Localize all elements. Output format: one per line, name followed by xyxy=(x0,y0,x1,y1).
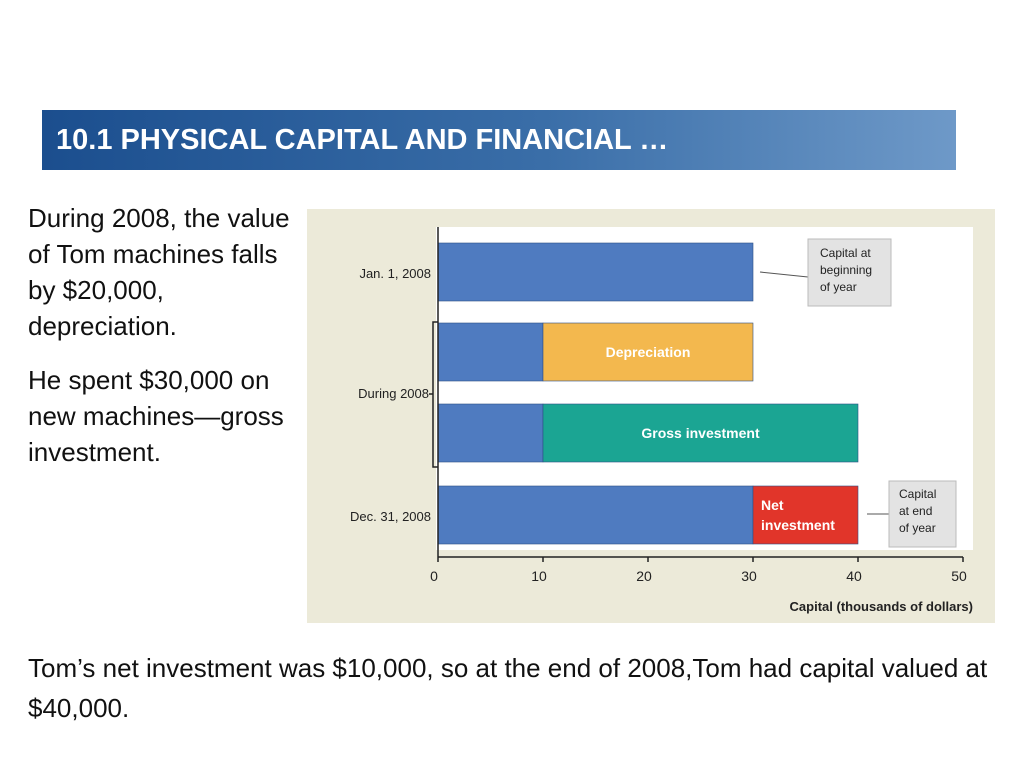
callout-beginning-line3: of year xyxy=(820,280,857,294)
paragraph-depreciation: During 2008, the value of Tom machines falls by $20,000, depreciation. xyxy=(28,203,290,341)
row-label-during: During 2008 xyxy=(358,386,429,401)
callout-end-line2: at end xyxy=(899,504,933,518)
x-axis-label: Capital (thousands of dollars) xyxy=(789,599,973,614)
callout-beginning-line1: Capital at xyxy=(820,246,871,260)
bar-row3-seg1 xyxy=(753,486,858,544)
row-label-jan: Jan. 1, 2008 xyxy=(359,266,431,281)
segment-label-gross-investment: Gross investment xyxy=(641,425,760,441)
callout-end-line1: Capital xyxy=(899,487,937,501)
left-text-block xyxy=(28,200,303,488)
x-tick-label-40: 40 xyxy=(846,568,862,584)
paragraph-gross-investment: He spent $30,000 on new machines—gross investment. xyxy=(28,365,284,467)
segment-label-depreciation: Depreciation xyxy=(605,344,691,360)
x-tick-label-10: 10 xyxy=(531,568,547,584)
row-label-dec: Dec. 31, 2008 xyxy=(350,509,431,524)
segment-label-net-line1: Net xyxy=(761,497,784,513)
chart-panel xyxy=(307,209,995,623)
x-tick-label-20: 20 xyxy=(636,568,652,584)
x-tick-label-0: 0 xyxy=(430,568,438,584)
x-ticks-group xyxy=(430,557,967,584)
bar-row0-seg0 xyxy=(438,243,753,301)
callout-beginning-line2: beginning xyxy=(820,263,873,277)
bar-row1-seg0 xyxy=(438,323,543,381)
capital-chart xyxy=(307,209,995,623)
bar-row2-seg0 xyxy=(438,404,543,462)
callout-end-line3: of year xyxy=(899,521,936,535)
segment-label-net-line2: investment xyxy=(761,517,835,533)
bar-row3-seg0 xyxy=(438,486,753,544)
x-tick-label-30: 30 xyxy=(741,568,757,584)
slide-title: 10.1 PHYSICAL CAPITAL AND FINANCIAL … xyxy=(42,110,956,170)
x-tick-label-50: 50 xyxy=(951,568,967,584)
footer-text: Tom’s net investment was $10,000, so at the end of 2008,Tom had capital valued at $40,000. xyxy=(28,653,988,723)
